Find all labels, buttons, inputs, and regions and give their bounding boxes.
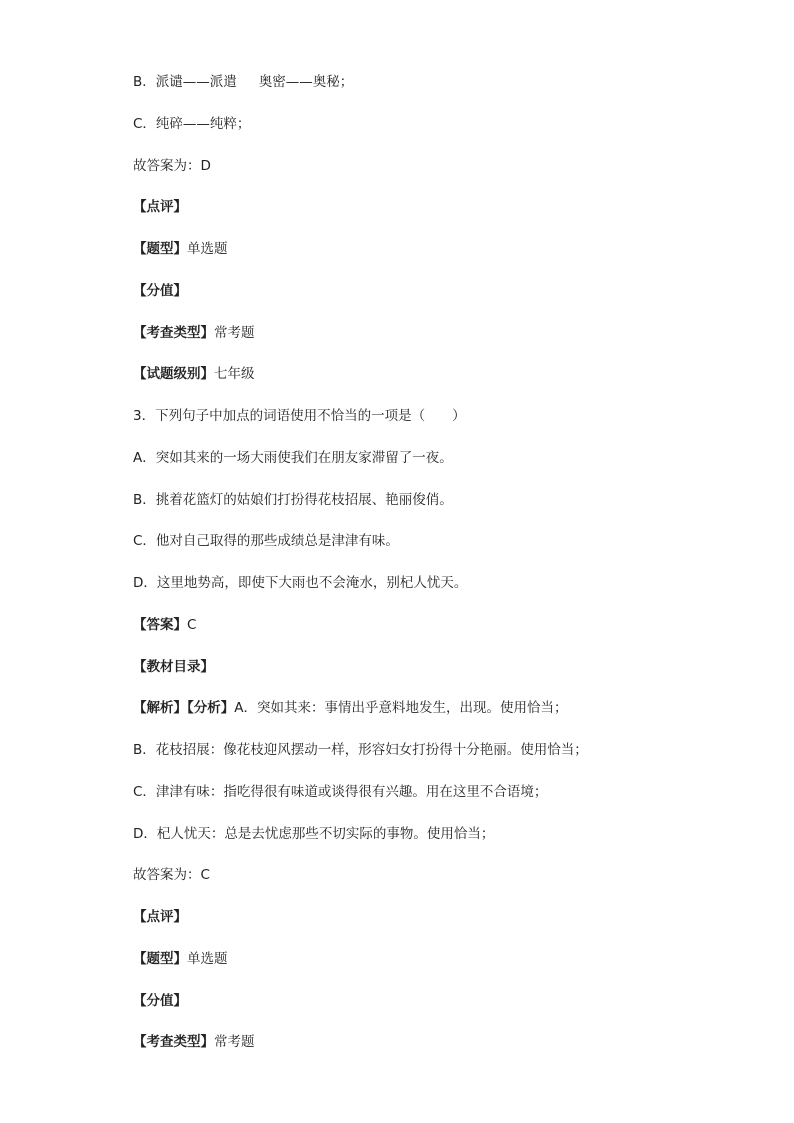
section-tag: 【试题级别】 xyxy=(133,366,214,383)
section-value: A．突如其来：事情出乎意料地发生，出现。使用恰当； xyxy=(234,700,568,717)
section-value: 常考题 xyxy=(214,324,255,341)
option-text: B．派谴——派遣 xyxy=(133,74,237,90)
section-value: 单选题 xyxy=(187,241,228,257)
document-line xyxy=(133,282,187,300)
section-tag: 【点评】 xyxy=(133,199,187,216)
document-line xyxy=(133,741,588,759)
section-tag: 【教材目录】 xyxy=(133,658,214,675)
document-line xyxy=(133,1033,255,1051)
section-tag: 【题型】 xyxy=(133,241,187,257)
line-text: 故答案为：C xyxy=(133,867,210,884)
document-line xyxy=(133,198,187,216)
document-line xyxy=(133,699,567,717)
section-tag: 【考查类型】 xyxy=(133,324,214,341)
section-tag: 【分值】 xyxy=(133,282,187,299)
section-value: 常考题 xyxy=(214,1034,255,1051)
document-line xyxy=(133,240,228,258)
section-tag: 【答案】 xyxy=(133,616,187,633)
line-text: A．突如其来的一场大雨使我们在朋友家滞留了一夜。 xyxy=(133,449,453,466)
line-text: C．纯碎——纯粹； xyxy=(133,115,251,132)
document-line xyxy=(133,825,494,843)
line-text: B．花枝招展：像花枝迎风摆动一样，形容妇女打扮得十分艳丽。使用恰当； xyxy=(133,742,588,758)
section-tag: 【解析】【分析】 xyxy=(133,700,235,717)
document-line xyxy=(133,908,187,926)
option-text: 奥密——奥秘； xyxy=(258,74,354,90)
line-text: B．挑着花篮灯的姑娘们打扮得花枝招展、艳丽俊俏。 xyxy=(133,491,453,508)
section-value: 单选题 xyxy=(187,950,228,967)
line-text: D．这里地势高，即使下大雨也不会淹水，别杞人忧天。 xyxy=(133,575,468,591)
section-value: 七年级 xyxy=(214,366,255,383)
line-text: 故答案为：D xyxy=(133,157,211,174)
section-tag: 【分值】 xyxy=(133,992,187,1009)
document-line xyxy=(133,574,467,592)
section-value: C xyxy=(187,616,197,633)
document-line xyxy=(133,115,250,133)
section-tag: 【点评】 xyxy=(133,909,187,925)
document-line xyxy=(133,658,214,676)
document-line xyxy=(133,491,453,509)
document-line xyxy=(133,950,228,968)
line-text: D．杞人忧天：总是去忧虑那些不切实际的事物。使用恰当； xyxy=(133,825,495,842)
line-text: 3．下列句子中加点的词语使用不恰当的一项是（ ） xyxy=(133,408,466,424)
line-text: C．他对自己取得的那些成绩总是津津有味。 xyxy=(133,533,399,550)
document-line xyxy=(133,616,196,634)
section-tag: 【考查类型】 xyxy=(133,1034,214,1051)
document-line xyxy=(133,866,210,884)
document-line xyxy=(133,783,547,801)
document-line xyxy=(133,324,255,342)
document-line xyxy=(133,157,211,175)
document-line xyxy=(133,449,453,467)
document-line xyxy=(133,992,187,1010)
line-text: C．津津有味：指吃得很有味道或谈得很有兴趣。用在这里不合语境； xyxy=(133,783,548,800)
document-line xyxy=(133,532,399,550)
document-line xyxy=(133,73,353,91)
document-line xyxy=(133,365,255,383)
section-tag: 【题型】 xyxy=(133,950,187,967)
document-line xyxy=(133,407,466,425)
